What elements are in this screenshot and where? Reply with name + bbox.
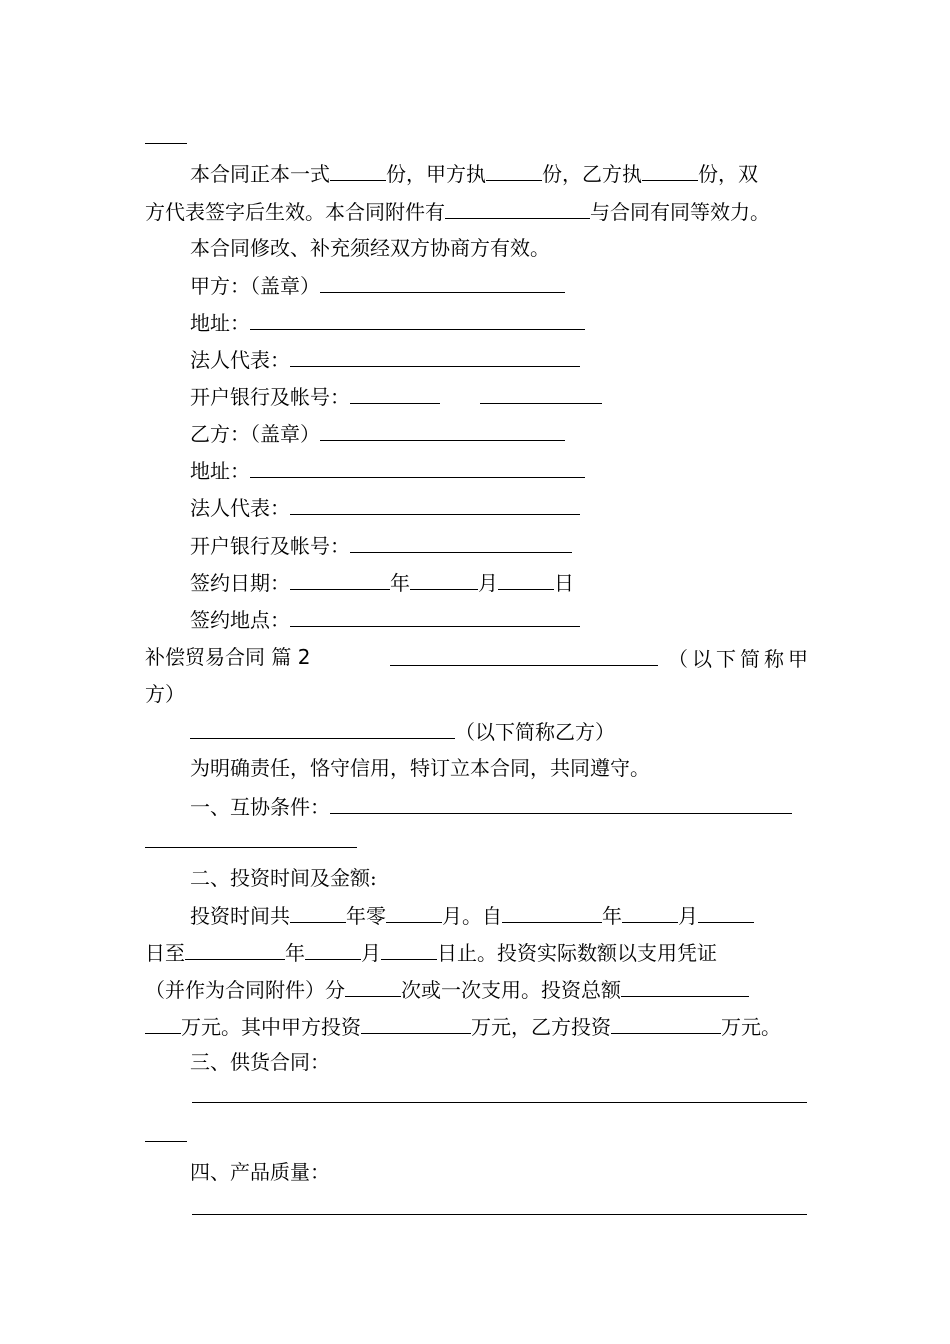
party-a-legal-rep-line xyxy=(190,346,580,372)
blank-line xyxy=(192,1102,807,1103)
blank-field[interactable] xyxy=(486,160,542,181)
party-b-seal-line xyxy=(190,420,565,446)
text: 与合同有同等效力。 xyxy=(590,200,770,224)
label: 签约地点： xyxy=(190,608,290,632)
party-b-abbr-line xyxy=(190,718,615,744)
text: 份，乙方执 xyxy=(542,162,642,186)
label: 法人代表： xyxy=(190,496,290,520)
intro-line xyxy=(190,756,650,780)
label: 四、产品质量： xyxy=(190,1160,330,1184)
blank-field[interactable] xyxy=(621,976,749,997)
section-heading xyxy=(145,645,310,669)
party-b-legal-rep-line xyxy=(190,494,580,520)
text: 日至 xyxy=(145,941,185,965)
blank-field[interactable] xyxy=(190,718,455,739)
label: 三、供货合同： xyxy=(190,1050,330,1074)
text: 年 xyxy=(285,941,305,965)
text: 月 xyxy=(478,571,498,595)
text: 份，甲方执 xyxy=(386,162,486,186)
text: 年 xyxy=(602,904,622,928)
text: （以下简称甲 xyxy=(668,647,812,671)
blank-field[interactable] xyxy=(290,346,580,367)
sign-place-line xyxy=(190,606,580,632)
text: 方） xyxy=(145,682,185,706)
blank-field[interactable] xyxy=(145,1013,181,1034)
label: 法人代表： xyxy=(190,348,290,372)
text: 本合同修改、补充须经双方协商方有效。 xyxy=(190,236,550,260)
section-1-line xyxy=(190,793,792,819)
attachment-line xyxy=(145,198,770,224)
text: （并作为合同附件）分 xyxy=(145,978,345,1002)
blank-field[interactable] xyxy=(698,902,754,923)
label: 开户银行及帐号： xyxy=(190,385,350,409)
blank-field[interactable] xyxy=(386,902,442,923)
copies-line xyxy=(190,160,758,186)
text: 万元。 xyxy=(721,1015,781,1039)
investment-line-2 xyxy=(145,939,717,965)
label: 地址： xyxy=(190,459,250,483)
blank-field[interactable] xyxy=(290,494,580,515)
party-a-bank-line xyxy=(190,383,602,409)
blank-field[interactable] xyxy=(350,383,440,404)
text: 年零 xyxy=(346,904,386,928)
text: 月 xyxy=(361,941,381,965)
blank-field[interactable] xyxy=(290,569,390,590)
label: 开户银行及帐号： xyxy=(190,534,350,558)
text: 份，双 xyxy=(698,162,758,186)
blank-field[interactable] xyxy=(330,160,386,181)
party-a-address-line xyxy=(190,309,585,335)
blank-field[interactable] xyxy=(361,1013,471,1034)
label: 乙方：（盖章） xyxy=(190,422,320,446)
blank-field[interactable] xyxy=(498,569,554,590)
party-a-abbr-tail xyxy=(145,682,185,706)
text: 万元。其中甲方投资 xyxy=(181,1015,361,1039)
blank-field[interactable] xyxy=(480,383,602,404)
blank-field[interactable] xyxy=(642,160,698,181)
blank-line xyxy=(145,143,187,144)
blank-field[interactable] xyxy=(611,1013,721,1034)
text: 月 xyxy=(678,904,698,928)
investment-line-4 xyxy=(145,1013,781,1039)
blank-field[interactable] xyxy=(350,532,572,553)
party-b-bank-line xyxy=(190,532,572,558)
label: 地址： xyxy=(190,311,250,335)
party-a-abbr-line xyxy=(390,645,812,671)
blank-line xyxy=(192,1214,807,1215)
blank-field[interactable] xyxy=(305,939,361,960)
blank-field[interactable] xyxy=(290,902,346,923)
blank-line xyxy=(145,847,357,848)
section-2-heading xyxy=(190,866,377,890)
text: 日 xyxy=(554,571,574,595)
blank-field[interactable] xyxy=(330,793,792,814)
blank-field[interactable] xyxy=(345,976,401,997)
blank-field[interactable] xyxy=(250,309,585,330)
label: 一、互协条件： xyxy=(190,795,330,819)
text: 年 xyxy=(390,571,410,595)
text: 万元，乙方投资 xyxy=(471,1015,611,1039)
blank-field[interactable] xyxy=(381,939,437,960)
text: 本合同正本一式 xyxy=(190,162,330,186)
party-b-address-line xyxy=(190,457,585,483)
sign-date-line xyxy=(190,569,574,595)
section-3-heading xyxy=(190,1050,330,1074)
blank-field[interactable] xyxy=(250,457,585,478)
blank-field[interactable] xyxy=(185,939,285,960)
text: （以下简称乙方） xyxy=(455,720,615,744)
blank-field[interactable] xyxy=(410,569,478,590)
heading-text: 补偿贸易合同 篇 2 xyxy=(145,645,311,669)
text: 月。自 xyxy=(442,904,502,928)
blank-field[interactable] xyxy=(390,645,658,666)
label: 二、投资时间及金额: xyxy=(190,866,377,890)
blank-field[interactable] xyxy=(320,272,565,293)
text: 日止。投资实际数额以支用凭证 xyxy=(437,941,717,965)
section-4-heading xyxy=(190,1160,330,1184)
investment-line-1 xyxy=(190,902,754,928)
label: 签约日期： xyxy=(190,571,290,595)
blank-field[interactable] xyxy=(622,902,678,923)
blank-field[interactable] xyxy=(445,198,590,219)
text: 方代表签字后生效。本合同附件有 xyxy=(145,200,445,224)
text: 为明确责任，恪守信用，特订立本合同，共同遵守。 xyxy=(190,756,650,780)
amendment-line xyxy=(190,236,550,260)
blank-field[interactable] xyxy=(320,420,565,441)
text: 次或一次支用。投资总额 xyxy=(401,978,621,1002)
party-a-seal-line xyxy=(190,272,565,298)
blank-line xyxy=(145,1141,187,1142)
investment-line-3 xyxy=(145,976,749,1002)
blank-field[interactable] xyxy=(290,606,580,627)
blank-field[interactable] xyxy=(502,902,602,923)
label: 甲方：（盖章） xyxy=(190,274,320,298)
text: 投资时间共 xyxy=(190,904,290,928)
